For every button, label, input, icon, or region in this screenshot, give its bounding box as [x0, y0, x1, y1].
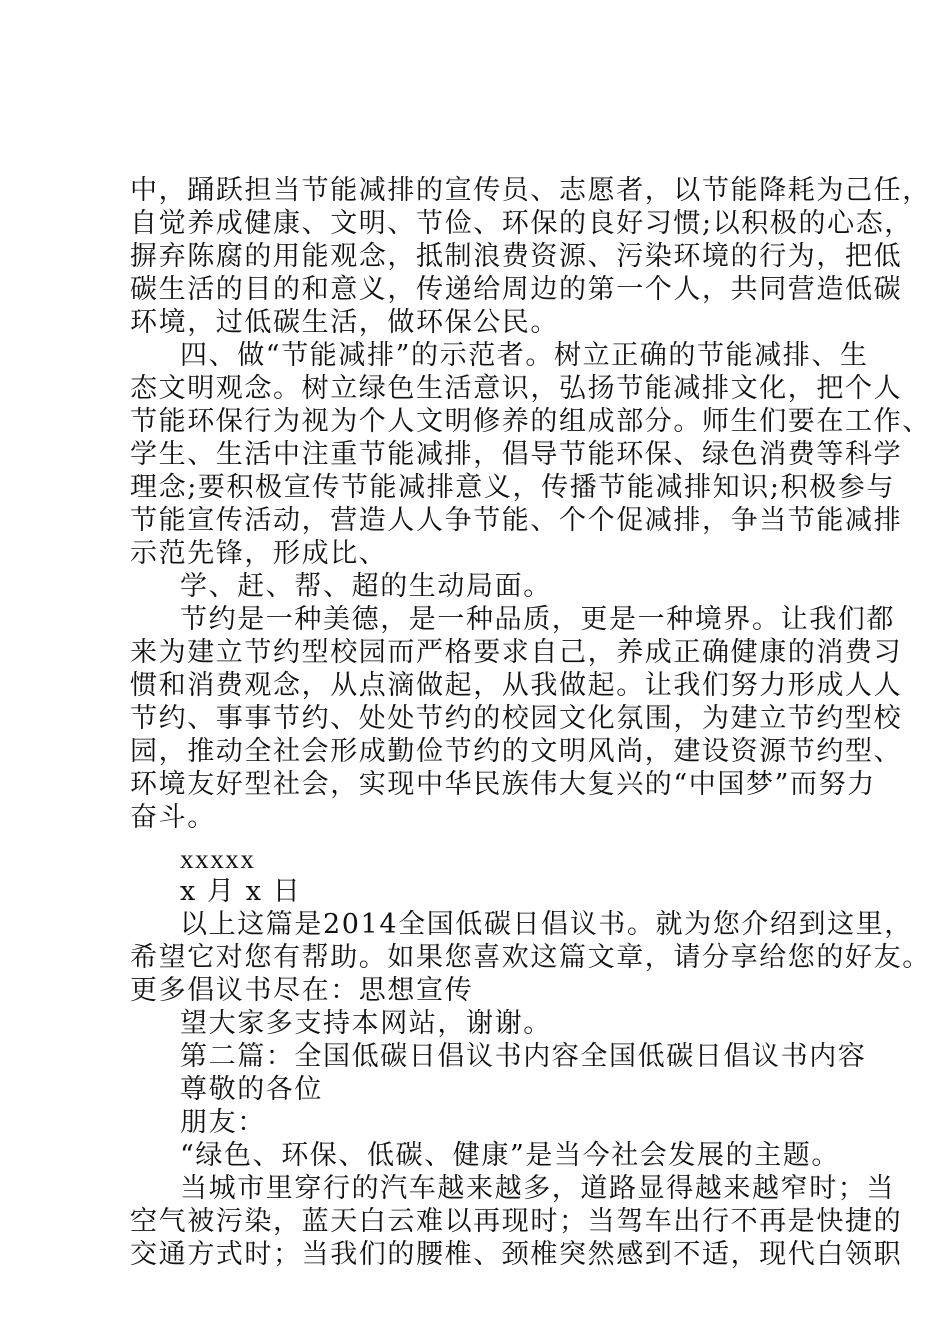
text-line: 碳生活的目的和意义，传递给周边的第一个人，共同营造低碳	[130, 274, 903, 305]
text-line: 奋斗。	[130, 802, 216, 833]
text-line: 更多倡议书尽在：思想宣传	[130, 975, 474, 1006]
text-line: 望大家多支持本网站，谢谢。	[180, 1008, 552, 1039]
theme-line: “绿色、环保、低碳、健康”是当今社会发展的主题。	[180, 1140, 841, 1171]
paragraph-start-line: 以上这篇是2014全国低碳日倡议书。就为您介绍到这里，	[180, 909, 913, 940]
text-line: 惯和消费观念，从点滴做起，从我做起。让我们努力形成人人	[130, 670, 903, 701]
text-line: 环境，过低碳生活，做环保公民。	[130, 307, 559, 338]
text-line: 节能环保行为视为个人文明修养的组成部分。师生们要在工作、	[130, 406, 931, 437]
text-line: 学、赶、帮、超的生动局面。	[180, 571, 552, 602]
text-line: 摒弃陈腐的用能观念，抵制浪费资源、污染环境的行为，把低	[130, 241, 903, 272]
text-line: 节能宣传活动，营造人人争节能、个个促减排，争当节能减排	[130, 505, 903, 536]
text-line: 来为建立节约型校园而严格要求自己，养成正确健康的消费习	[130, 637, 903, 668]
text-line: 园，推动全社会形成勤俭节约的文明风尚，建设资源节约型、	[130, 736, 903, 767]
text-line: 示范先锋，形成比、	[130, 538, 388, 569]
salutation-line: 朋友：	[180, 1107, 266, 1138]
text-line: 希望它对您有帮助。如果您喜欢这篇文章，请分享给您的好友。	[130, 942, 931, 973]
text-line: 态文明观念。树立绿色生活意识，弘扬节能减排文化，把个人	[130, 373, 903, 404]
signature-line: xxxxx	[180, 844, 256, 874]
text-line: 环境友好型社会，实现中华民族伟大复兴的“中国梦”而努力	[130, 769, 876, 800]
text-line: 中，踊跃担当节能减排的宣传员、志愿者，以节能降耗为己任，	[130, 175, 931, 206]
paragraph-start-line: 节约是一种美德，是一种品质，更是一种境界。让我们都	[180, 604, 895, 635]
text-line: 节约、事事节约、处处节约的校园文化氛围，为建立节约型校	[130, 703, 903, 734]
section-title-line: 第二篇：全国低碳日倡议书内容全国低碳日倡议书内容	[180, 1041, 867, 1072]
text-line: 交通方式时；当我们的腰椎、颈椎突然感到不适，现代白领职	[130, 1239, 903, 1270]
salutation-line: 尊敬的各位	[180, 1074, 323, 1105]
text-line: 空气被污染，蓝天白云难以再现时；当驾车出行不再是快捷的	[130, 1206, 903, 1237]
paragraph-start-line: 当城市里穿行的汽车越来越多，道路显得越来越窄时；当	[180, 1173, 895, 1204]
text-line: 学生、生活中注重节能减排，倡导节能环保、绿色消费等科学	[130, 439, 903, 470]
date-line: x 月 x 日	[180, 876, 302, 907]
section-heading-line: 四、做“节能减排”的示范者。树立正确的节能减排、生	[180, 340, 869, 371]
text-line: 自觉养成健康、文明、节俭、环保的良好习惯;以积极的心态，	[130, 208, 913, 239]
text-line: 理念;要积极宣传节能减排意义，传播节能减排知识;积极参与	[130, 472, 895, 503]
